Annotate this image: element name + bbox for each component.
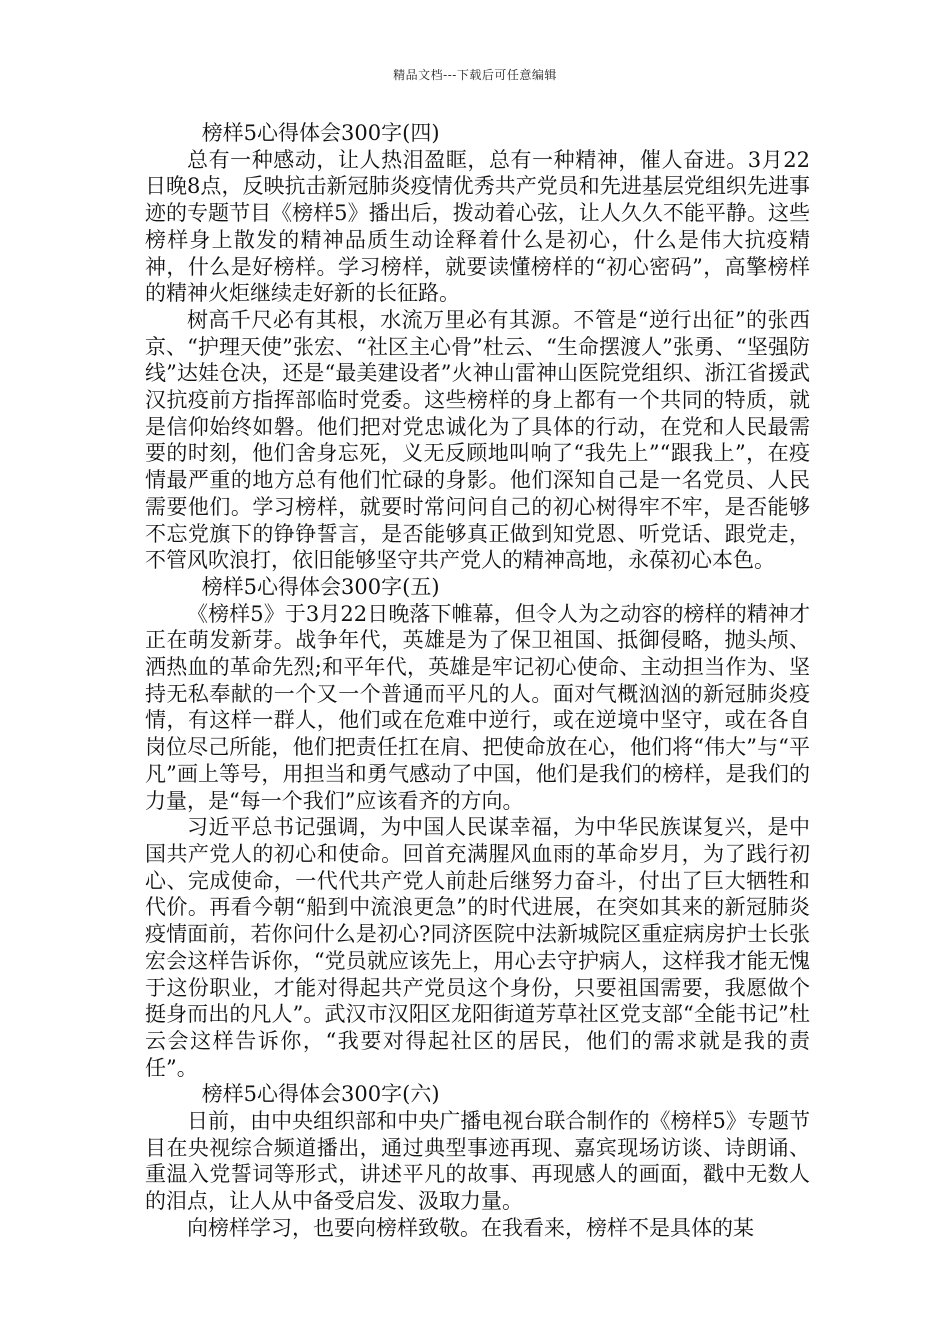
paragraph: 习近平总书记强调，为中国人民谋幸福，为中华民族谋复兴，是中国共产党人的初心和使命。回首充满腥风血雨的革命岁月，为了践行初心、完成使命，一代代共产党人前赴后继努力奋斗，付出了巨大牺牲和代价。再看今朝“船到中流浪更急”的时代进展，在突如其来的新冠肺炎疫情面前，若你问什么是初心?同济医院中法新城院区重症病房护士长张宏会这样告诉你，“党员就应该先上，用心去守护病人，这样我才能无愧于这份职业，才能对得起共产党员这个身份，只要祖国需要，我愿做个挺身而出的凡人”。武汉市汉阳区龙阳街道芳草社区党支部“全能书记”杜云会这样告诉你，“我要对得起社区的居民，他们的需求就是我的责任”。 [145,815,810,1080]
paragraph: 日前，由中央组织部和中央广播电视台联合制作的《榜样5》专题节目在央视综合频道播出，通过典型事迹再现、嘉宾现场访谈、诗朗诵、重温入党誓词等形式，讲述平凡的故事、再现感人的画面，戳中无数人的泪点，让人从中备受启发、汲取力量。 [145,1109,810,1214]
paragraph: 《榜样5》于3月22日晚落下帷幕，但令人为之动容的榜样的精神才正在萌发新芽。战争年代，英雄是为了保卫祖国、抵御侵略，抛头颅、洒热血的革命先烈;和平年代，英雄是牢记初心使命、主动担当作为、坚持无私奉献的一个又一个普通而平凡的人。面对气概汹汹的新冠肺炎疫情，有这样一群人，他们或在危难中逆行，或在逆境中坚守，或在各自岗位尽己所能，他们把责任扛在肩、把使命放在心，他们将“伟大”与“平凡”画上等号，用担当和勇气感动了中国，他们是我们的榜样，是我们的力量，是“每一个我们”应该看齐的方向。 [145,601,810,813]
section-heading-4: 榜样5心得体会300字(四) [201,121,440,145]
paragraph: 总有一种感动，让人热泪盈眶，总有一种精神，催人奋进。3月22日晚8点，反映抗击新冠肺炎疫情优秀共产党员和先进基层党组织先进事迹的专题节目《榜样5》播出后，拨动着心弦，让人久久不能平静。这些榜样身上散发的精神品质生动诠释着什么是初心，什么是伟大抗疫精神，什么是好榜样。学习榜样，就要读懂榜样的“初心密码”，高擎榜样的精神火炬继续走好新的长征路。 [145,147,810,306]
document-body [145,120,810,1242]
section-heading-6: 榜样5心得体会300字(六) [201,1082,440,1107]
page-header: 精品文档---下载后可任意编辑 [393,68,557,82]
paragraph: 树高千尺必有其根，水流万里必有其源。不管是“逆行出征”的张西京、“护理天使”张宏、“社区主心骨”杜云、“生命摆渡人”张勇、“坚强防线”达娃仓决，还是“最美建设者”火神山雷神山医院党组织、浙江省援武汉抗疫前方指挥部临时党委。这些榜样的身上都有一个共同的特质，就是信仰始终如磐。他们把对党忠诚化为了具体的行动，在党和人民最需要的时刻，他们舍身忘死，义无反顾地叫响了“我先上”“跟我上”，在疫情最严重的地方总有他们忙碌的身影。他们深知自己是一名党员、人民需要他们。学习榜样，就要时常问问自己的初心树得牢不牢，是否能够不忘党旗下的铮铮誓言，是否能够真正做到知党恩、听党话、跟党走，不管风吹浪打，依旧能够坚守共产党人的精神高地，永葆初心本色。 [145,307,810,573]
paragraph: 向榜样学习，也要向榜样致敬。在我看来，榜样不是具体的某 [187,1215,754,1240]
section-heading-5: 榜样5心得体会300字(五) [201,574,440,599]
